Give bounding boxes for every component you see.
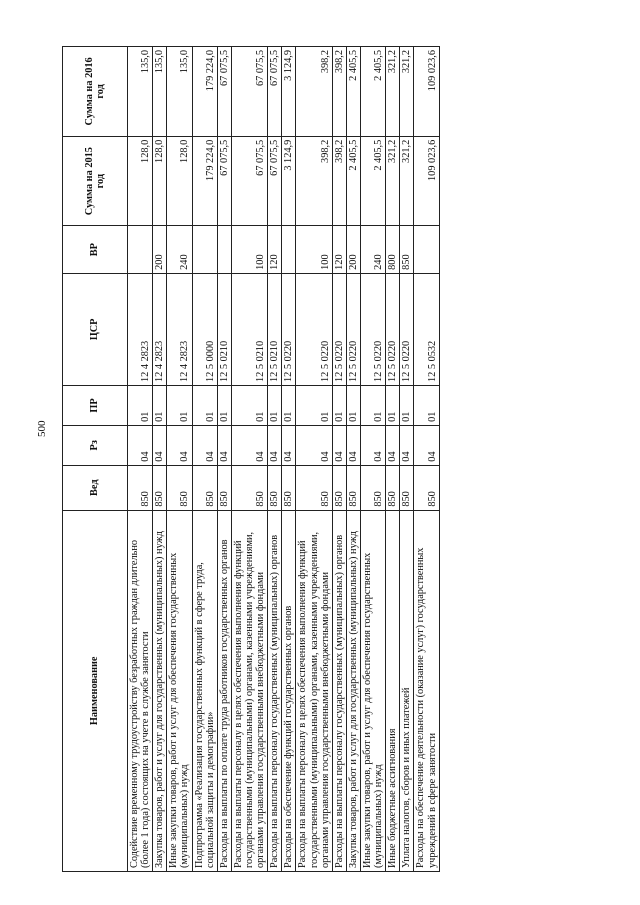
cell-csr: 12 5 0220 bbox=[386, 273, 400, 385]
cell-name: Подпрограмма «Реализация государственных функций в сфере труда, социальной защиты и демографии» bbox=[192, 510, 217, 871]
cell-s16: 179 224,0 bbox=[192, 47, 217, 137]
cell-name: Иные бюджетные ассигнования bbox=[386, 510, 400, 871]
cell-rz: 04 bbox=[346, 425, 360, 465]
cell-s16: 67 075,5 bbox=[217, 47, 231, 137]
cell-rz: 04 bbox=[217, 425, 231, 465]
cell-s16: 67 075,5 bbox=[231, 47, 267, 137]
cell-rz: 04 bbox=[386, 425, 400, 465]
cell-csr: 12 5 0220 bbox=[296, 273, 332, 385]
cell-vr: 100 bbox=[231, 226, 267, 273]
cell-s15: 67 075,5 bbox=[268, 136, 282, 226]
cell-s16: 135,0 bbox=[167, 47, 192, 137]
cell-s16: 398,2 bbox=[332, 47, 346, 137]
cell-csr: 12 5 0532 bbox=[414, 273, 439, 385]
table-row bbox=[128, 47, 153, 872]
cell-csr: 12 5 0220 bbox=[282, 273, 296, 385]
cell-csr: 12 5 0210 bbox=[231, 273, 267, 385]
cell-vr bbox=[217, 226, 231, 273]
cell-s16: 135,0 bbox=[153, 47, 167, 137]
header-name: Наименование bbox=[63, 510, 128, 871]
cell-vr bbox=[128, 226, 153, 273]
cell-name: Иные закупки товаров, работ и услуг для обеспечения государственных (муниципальных) нужд bbox=[167, 510, 192, 871]
cell-s15: 179 224,0 bbox=[192, 136, 217, 226]
header-vr: ВР bbox=[63, 226, 128, 273]
cell-s16: 67 075,5 bbox=[268, 47, 282, 137]
cell-csr: 12 5 0000 bbox=[192, 273, 217, 385]
cell-s15: 3 124,9 bbox=[282, 136, 296, 226]
cell-s16: 135,0 bbox=[128, 47, 153, 137]
cell-ved: 850 bbox=[400, 465, 414, 510]
cell-pr: 01 bbox=[414, 386, 439, 426]
cell-name: Расходы на обеспечение функций государственных органов bbox=[282, 510, 296, 871]
cell-s15: 398,2 bbox=[332, 136, 346, 226]
cell-pr: 01 bbox=[296, 386, 332, 426]
cell-vr: 850 bbox=[400, 226, 414, 273]
table-row bbox=[360, 47, 385, 872]
cell-name: Расходы на выплаты персоналу в целях обеспечения выполнения функций государственными (муниципальными) органами, казенными учреждениями, органами управления государственными внебюджетными фондами bbox=[231, 510, 267, 871]
cell-csr: 12 5 0220 bbox=[346, 273, 360, 385]
cell-s15: 109 023,6 bbox=[414, 136, 439, 226]
cell-vr bbox=[282, 226, 296, 273]
table-row bbox=[167, 47, 192, 872]
cell-csr: 12 4 2823 bbox=[153, 273, 167, 385]
cell-ved: 850 bbox=[268, 465, 282, 510]
cell-ved: 850 bbox=[296, 465, 332, 510]
cell-pr: 01 bbox=[128, 386, 153, 426]
cell-pr: 01 bbox=[153, 386, 167, 426]
cell-name: Иные закупки товаров, работ и услуг для обеспечения государственных (муниципальных) нужд bbox=[360, 510, 385, 871]
cell-ved: 850 bbox=[192, 465, 217, 510]
cell-name: Закупка товаров, работ и услуг для государственных (муниципальных) нужд bbox=[346, 510, 360, 871]
header-csr: ЦСР bbox=[63, 273, 128, 385]
cell-s15: 321,2 bbox=[400, 136, 414, 226]
cell-csr: 12 5 0220 bbox=[360, 273, 385, 385]
cell-s16: 398,2 bbox=[296, 47, 332, 137]
cell-ved: 850 bbox=[231, 465, 267, 510]
table-row bbox=[332, 47, 346, 872]
cell-csr: 12 4 2823 bbox=[128, 273, 153, 385]
header-ved: Вед bbox=[63, 465, 128, 510]
cell-s16: 109 023,6 bbox=[414, 47, 439, 137]
cell-s15: 2 405,5 bbox=[360, 136, 385, 226]
cell-name: Расходы на выплаты персоналу в целях обеспечения выполнения функций государственными (муниципальными) органами, казенными учреждениями, органами управления государственными внебюджетными фондами bbox=[296, 510, 332, 871]
cell-ved: 850 bbox=[414, 465, 439, 510]
cell-s15: 128,0 bbox=[128, 136, 153, 226]
table-row bbox=[268, 47, 282, 872]
cell-vr: 200 bbox=[153, 226, 167, 273]
budget-table bbox=[62, 46, 440, 872]
cell-pr: 01 bbox=[217, 386, 231, 426]
cell-name: Уплата налогов, сборов и иных платежей bbox=[400, 510, 414, 871]
cell-pr: 01 bbox=[231, 386, 267, 426]
cell-name: Расходы на выплаты персоналу государственных (муниципальных) органов bbox=[268, 510, 282, 871]
rotated-table-wrapper bbox=[62, 46, 576, 872]
cell-rz: 04 bbox=[400, 425, 414, 465]
table-row bbox=[296, 47, 332, 872]
cell-name: Закупка товаров, работ и услуг для государственных (муниципальных) нужд bbox=[153, 510, 167, 871]
cell-s16: 321,2 bbox=[400, 47, 414, 137]
page-number: 500 bbox=[36, 420, 48, 437]
cell-s15: 321,2 bbox=[386, 136, 400, 226]
header-rz: Рз bbox=[63, 425, 128, 465]
cell-vr: 120 bbox=[332, 226, 346, 273]
cell-vr bbox=[192, 226, 217, 273]
cell-rz: 04 bbox=[414, 425, 439, 465]
cell-ved: 850 bbox=[128, 465, 153, 510]
cell-rz: 04 bbox=[282, 425, 296, 465]
cell-vr: 800 bbox=[386, 226, 400, 273]
cell-pr: 01 bbox=[346, 386, 360, 426]
table-row bbox=[153, 47, 167, 872]
cell-pr: 01 bbox=[282, 386, 296, 426]
cell-csr: 12 4 2823 bbox=[167, 273, 192, 385]
cell-s16: 2 405,5 bbox=[360, 47, 385, 137]
cell-ved: 850 bbox=[167, 465, 192, 510]
cell-ved: 850 bbox=[332, 465, 346, 510]
table-row bbox=[414, 47, 439, 872]
cell-csr: 12 5 0210 bbox=[217, 273, 231, 385]
cell-ved: 850 bbox=[360, 465, 385, 510]
cell-s15: 398,2 bbox=[296, 136, 332, 226]
table-row bbox=[231, 47, 267, 872]
cell-ved: 850 bbox=[217, 465, 231, 510]
cell-s15: 128,0 bbox=[153, 136, 167, 226]
cell-rz: 04 bbox=[153, 425, 167, 465]
cell-name: Содействие временному трудоустройству безработных граждан длительно (более 1 года) состоящих на учете в службе занятости bbox=[128, 510, 153, 871]
cell-s16: 321,2 bbox=[386, 47, 400, 137]
table-row bbox=[346, 47, 360, 872]
cell-s15: 67 075,5 bbox=[231, 136, 267, 226]
cell-rz: 04 bbox=[192, 425, 217, 465]
cell-csr: 12 5 0220 bbox=[400, 273, 414, 385]
cell-pr: 01 bbox=[268, 386, 282, 426]
table-row bbox=[400, 47, 414, 872]
cell-s16: 2 405,5 bbox=[346, 47, 360, 137]
header-row bbox=[63, 47, 128, 872]
cell-pr: 01 bbox=[386, 386, 400, 426]
cell-ved: 850 bbox=[346, 465, 360, 510]
cell-rz: 04 bbox=[268, 425, 282, 465]
cell-vr: 240 bbox=[360, 226, 385, 273]
cell-ved: 850 bbox=[282, 465, 296, 510]
cell-rz: 04 bbox=[128, 425, 153, 465]
table-row bbox=[217, 47, 231, 872]
cell-s16: 3 124,9 bbox=[282, 47, 296, 137]
cell-rz: 04 bbox=[332, 425, 346, 465]
cell-pr: 01 bbox=[400, 386, 414, 426]
table-row bbox=[192, 47, 217, 872]
cell-name: Расходы на выплаты персоналу государственных (муниципальных) органов bbox=[332, 510, 346, 871]
cell-vr: 100 bbox=[296, 226, 332, 273]
cell-rz: 04 bbox=[167, 425, 192, 465]
cell-csr: 12 5 0210 bbox=[268, 273, 282, 385]
header-pr: ПР bbox=[63, 386, 128, 426]
cell-pr: 01 bbox=[332, 386, 346, 426]
cell-rz: 04 bbox=[296, 425, 332, 465]
cell-s15: 2 405,5 bbox=[346, 136, 360, 226]
table-row bbox=[282, 47, 296, 872]
cell-s15: 128,0 bbox=[167, 136, 192, 226]
cell-rz: 04 bbox=[231, 425, 267, 465]
table-row bbox=[386, 47, 400, 872]
cell-s15: 67 075,5 bbox=[217, 136, 231, 226]
cell-name: Расходы на обеспечение деятельности (оказание услуг) государственных учреждений в сфере занятости bbox=[414, 510, 439, 871]
cell-vr: 240 bbox=[167, 226, 192, 273]
cell-vr: 120 bbox=[268, 226, 282, 273]
cell-pr: 01 bbox=[360, 386, 385, 426]
cell-pr: 01 bbox=[192, 386, 217, 426]
cell-vr bbox=[414, 226, 439, 273]
cell-ved: 850 bbox=[386, 465, 400, 510]
header-sum-2015: Сумма на 2015 год bbox=[63, 136, 128, 226]
header-sum-2016: Сумма на 2016 год bbox=[63, 47, 128, 137]
cell-pr: 01 bbox=[167, 386, 192, 426]
cell-ved: 850 bbox=[153, 465, 167, 510]
cell-vr: 200 bbox=[346, 226, 360, 273]
cell-name: Расходы на выплаты по оплате труда работников государственных органов bbox=[217, 510, 231, 871]
cell-rz: 04 bbox=[360, 425, 385, 465]
cell-csr: 12 5 0220 bbox=[332, 273, 346, 385]
